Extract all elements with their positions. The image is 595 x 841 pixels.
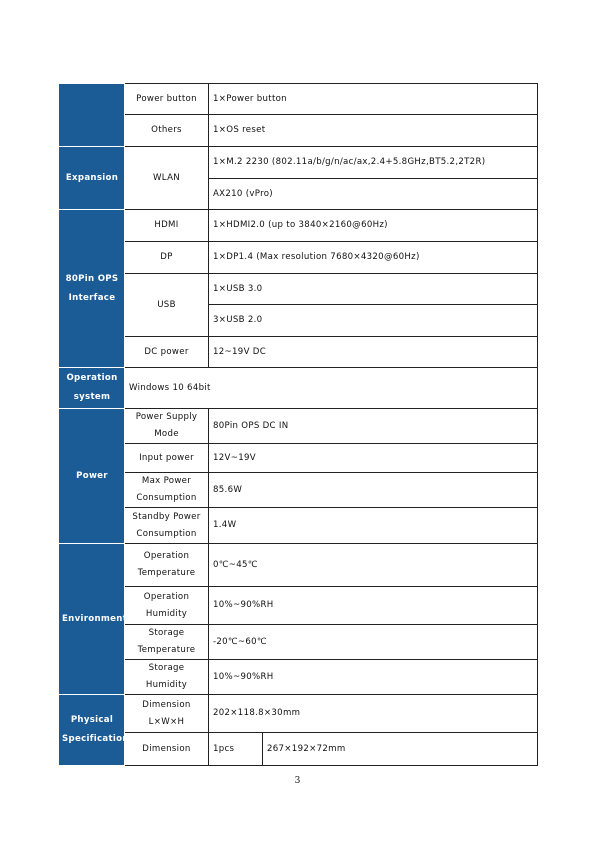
st-temp-label: Storage Temperature xyxy=(125,625,209,660)
others-label: Others xyxy=(125,115,209,147)
category-expansion: Expansion xyxy=(60,147,125,210)
max-power-value: 85.6W xyxy=(209,473,538,508)
page-number: 3 xyxy=(294,776,301,786)
category-cell xyxy=(60,84,125,147)
table-row xyxy=(60,544,538,587)
category-physical: Physical Specifications xyxy=(60,695,125,766)
input-power-label: Input power xyxy=(125,444,209,473)
wlan-value-1: 1×M.2 2230 (802.11a/b/g/n/ac/ax,2.4+5.8GHz,BT5.2,2T2R) xyxy=(209,147,538,179)
usb-value-2: 3×USB 2.0 xyxy=(209,305,538,337)
usb-value-1: 1×USB 3.0 xyxy=(209,274,538,305)
table-row xyxy=(60,115,538,147)
wlan-label: WLAN xyxy=(125,147,209,210)
usb-label: USB xyxy=(125,274,209,337)
op-humidity-value: 10%~90%RH xyxy=(209,587,538,625)
category-power: Power xyxy=(60,409,125,544)
wlan-value-2: AX210 (vPro) xyxy=(209,179,538,210)
category-os: Operation system xyxy=(60,368,125,409)
spec-table xyxy=(59,83,538,766)
table-row xyxy=(60,625,538,660)
table-row xyxy=(60,147,538,179)
others-value: 1×OS reset xyxy=(209,115,538,147)
table-row xyxy=(60,337,538,368)
st-temp-value: -20℃~60℃ xyxy=(209,625,538,660)
power-button-label: Power button xyxy=(125,84,209,115)
table-row xyxy=(60,660,538,695)
standby-power-label: Standby Power Consumption xyxy=(125,508,209,544)
dimension-package-qty: 1pcs xyxy=(209,733,263,766)
st-humidity-label: Storage Humidity xyxy=(125,660,209,695)
dp-label: DP xyxy=(125,242,209,274)
dimension-value: 202×118.8×30mm xyxy=(209,695,538,733)
dimension-label: Dimension L×W×H xyxy=(125,695,209,733)
input-power-value: 12V~19V xyxy=(209,444,538,473)
power-supply-value: 80Pin OPS DC IN xyxy=(209,409,538,444)
table-row xyxy=(60,84,538,115)
table-row xyxy=(60,695,538,733)
dp-value: 1×DP1.4 (Max resolution 7680×4320@60Hz) xyxy=(209,242,538,274)
dc-power-label: DC power xyxy=(125,337,209,368)
hdmi-label: HDMI xyxy=(125,210,209,242)
op-temp-label: Operation Temperature xyxy=(125,544,209,587)
standby-power-value: 1.4W xyxy=(209,508,538,544)
table-row xyxy=(60,409,538,444)
table-row xyxy=(60,242,538,274)
power-supply-label: Power Supply Mode xyxy=(125,409,209,444)
dimension-package-label: Dimension xyxy=(125,733,209,766)
table-row xyxy=(60,274,538,305)
power-button-value: 1×Power button xyxy=(209,84,538,115)
table-row xyxy=(60,508,538,544)
max-power-label: Max Power Consumption xyxy=(125,473,209,508)
hdmi-value: 1×HDMI2.0 (up to 3840×2160@60Hz) xyxy=(209,210,538,242)
table-row xyxy=(60,444,538,473)
op-temp-value: 0℃~45℃ xyxy=(209,544,538,587)
table-row xyxy=(60,473,538,508)
dc-power-value: 12~19V DC xyxy=(209,337,538,368)
op-humidity-label: Operation Humidity xyxy=(125,587,209,625)
os-value: Windows 10 64bit xyxy=(125,368,538,409)
st-humidity-value: 10%~90%RH xyxy=(209,660,538,695)
table-row xyxy=(60,368,538,409)
table-row xyxy=(60,210,538,242)
category-environmental: Environmental xyxy=(60,544,125,695)
category-interface: 80Pin OPS Interface xyxy=(60,210,125,368)
dimension-package-value: 267×192×72mm xyxy=(263,733,538,766)
